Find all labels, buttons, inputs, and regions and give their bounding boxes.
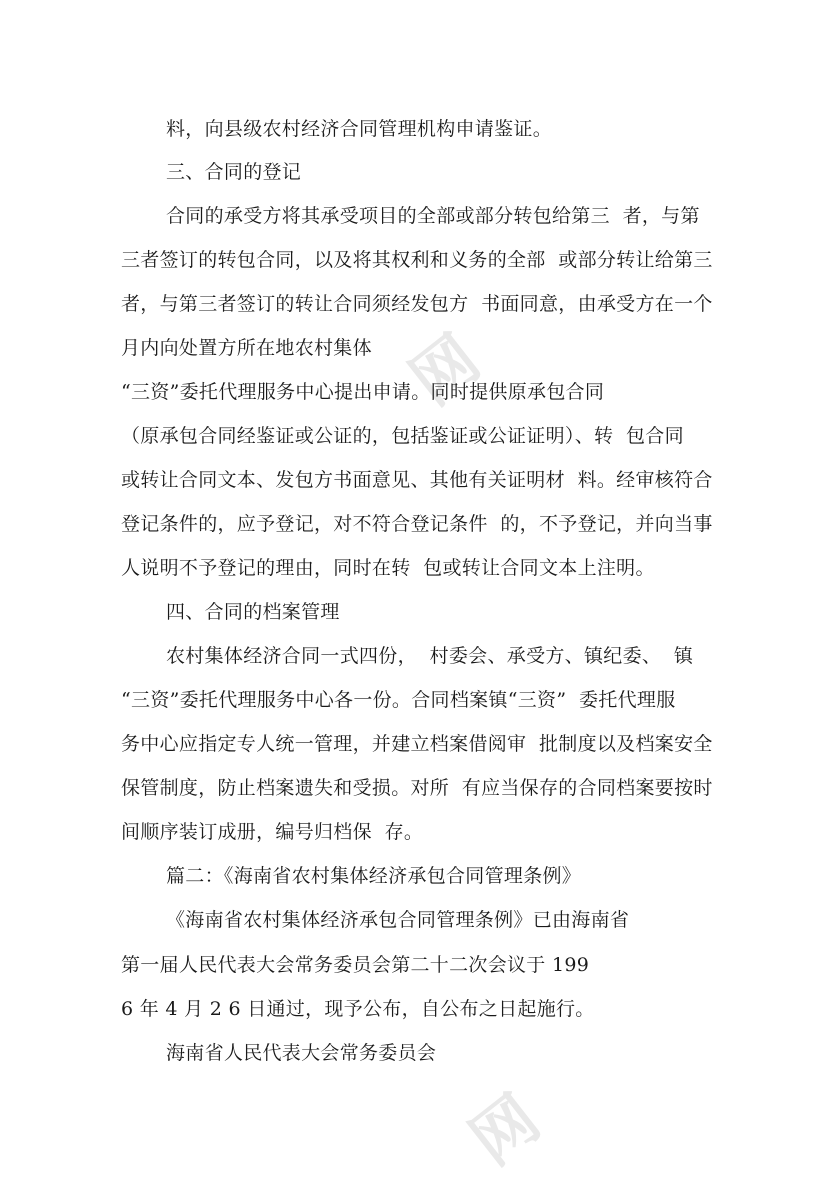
watermark-mark: 网 [457, 1081, 554, 1180]
text-line: 三者签订的转包合同，以及将其权利和义务的全部 或部分转让给第三 [121, 249, 713, 271]
text-line: 《海南省农村集体经济承包合同管理条例》已由海南省 [166, 909, 630, 931]
text-line: 保管制度，防止档案遗失和受损。对所 有应当保存的合同档案要按时 [121, 777, 713, 799]
text-line: 间顺序装订成册，编号归档保 存。 [121, 821, 424, 843]
watermark-mark: 网 [397, 321, 494, 420]
text-line: （原承包合同经鉴证或公证的，包括鉴证或公证证明）、转 包合同 [121, 425, 684, 447]
text-line: 料，向县级农村经济合同管理机构申请鉴证。 [166, 118, 553, 140]
text-line: 或转让合同文本、发包方书面意见、其他有关证明材 料。经审核符合 [121, 469, 713, 491]
text-line: 农村集体经济合同一式四份， 村委会、承受方、镇纪委、 镇 [166, 645, 694, 667]
text-line: 登记条件的，应予登记，对不符合登记条件 的，不予登记，并向当事 [121, 513, 713, 535]
text-line: “三资”委托代理服务中心各一份。合同档案镇“三资” 委托代理服 [121, 689, 676, 711]
text-line: 6 年 4 月 2 6 日通过，现予公布，自公布之日起施行。 [121, 998, 595, 1020]
text-line: 月内向处置方所在地农村集体 [121, 337, 372, 359]
text-line: 海南省人民代表大会常务委员会 [166, 1042, 437, 1064]
section-heading: 四、合同的档案管理 [166, 601, 340, 623]
text-line: 人说明不予登记的理由，同时在转 包或转让合同文本上注明。 [121, 557, 655, 579]
text-line: 第一届人民代表大会常务委员会第二十二次会议于 199 [121, 954, 590, 976]
section-heading: 三、合同的登记 [166, 161, 302, 183]
text-line: 者，与第三者签订的转让合同须经发包方 书面同意，由承受方在一个 [121, 293, 713, 315]
article-title: 篇二：《海南省农村集体经济承包合同管理条例》 [166, 865, 582, 887]
text-line: 务中心应指定专人统一管理，并建立档案借阅审 批制度以及档案安全 [121, 733, 713, 755]
text-line: “三资”委托代理服务中心提出申请。同时提供原承包合同 [121, 381, 605, 403]
text-line: 合同的承受方将其承受项目的全部或部分转包给第三 者，与第 [166, 205, 700, 227]
